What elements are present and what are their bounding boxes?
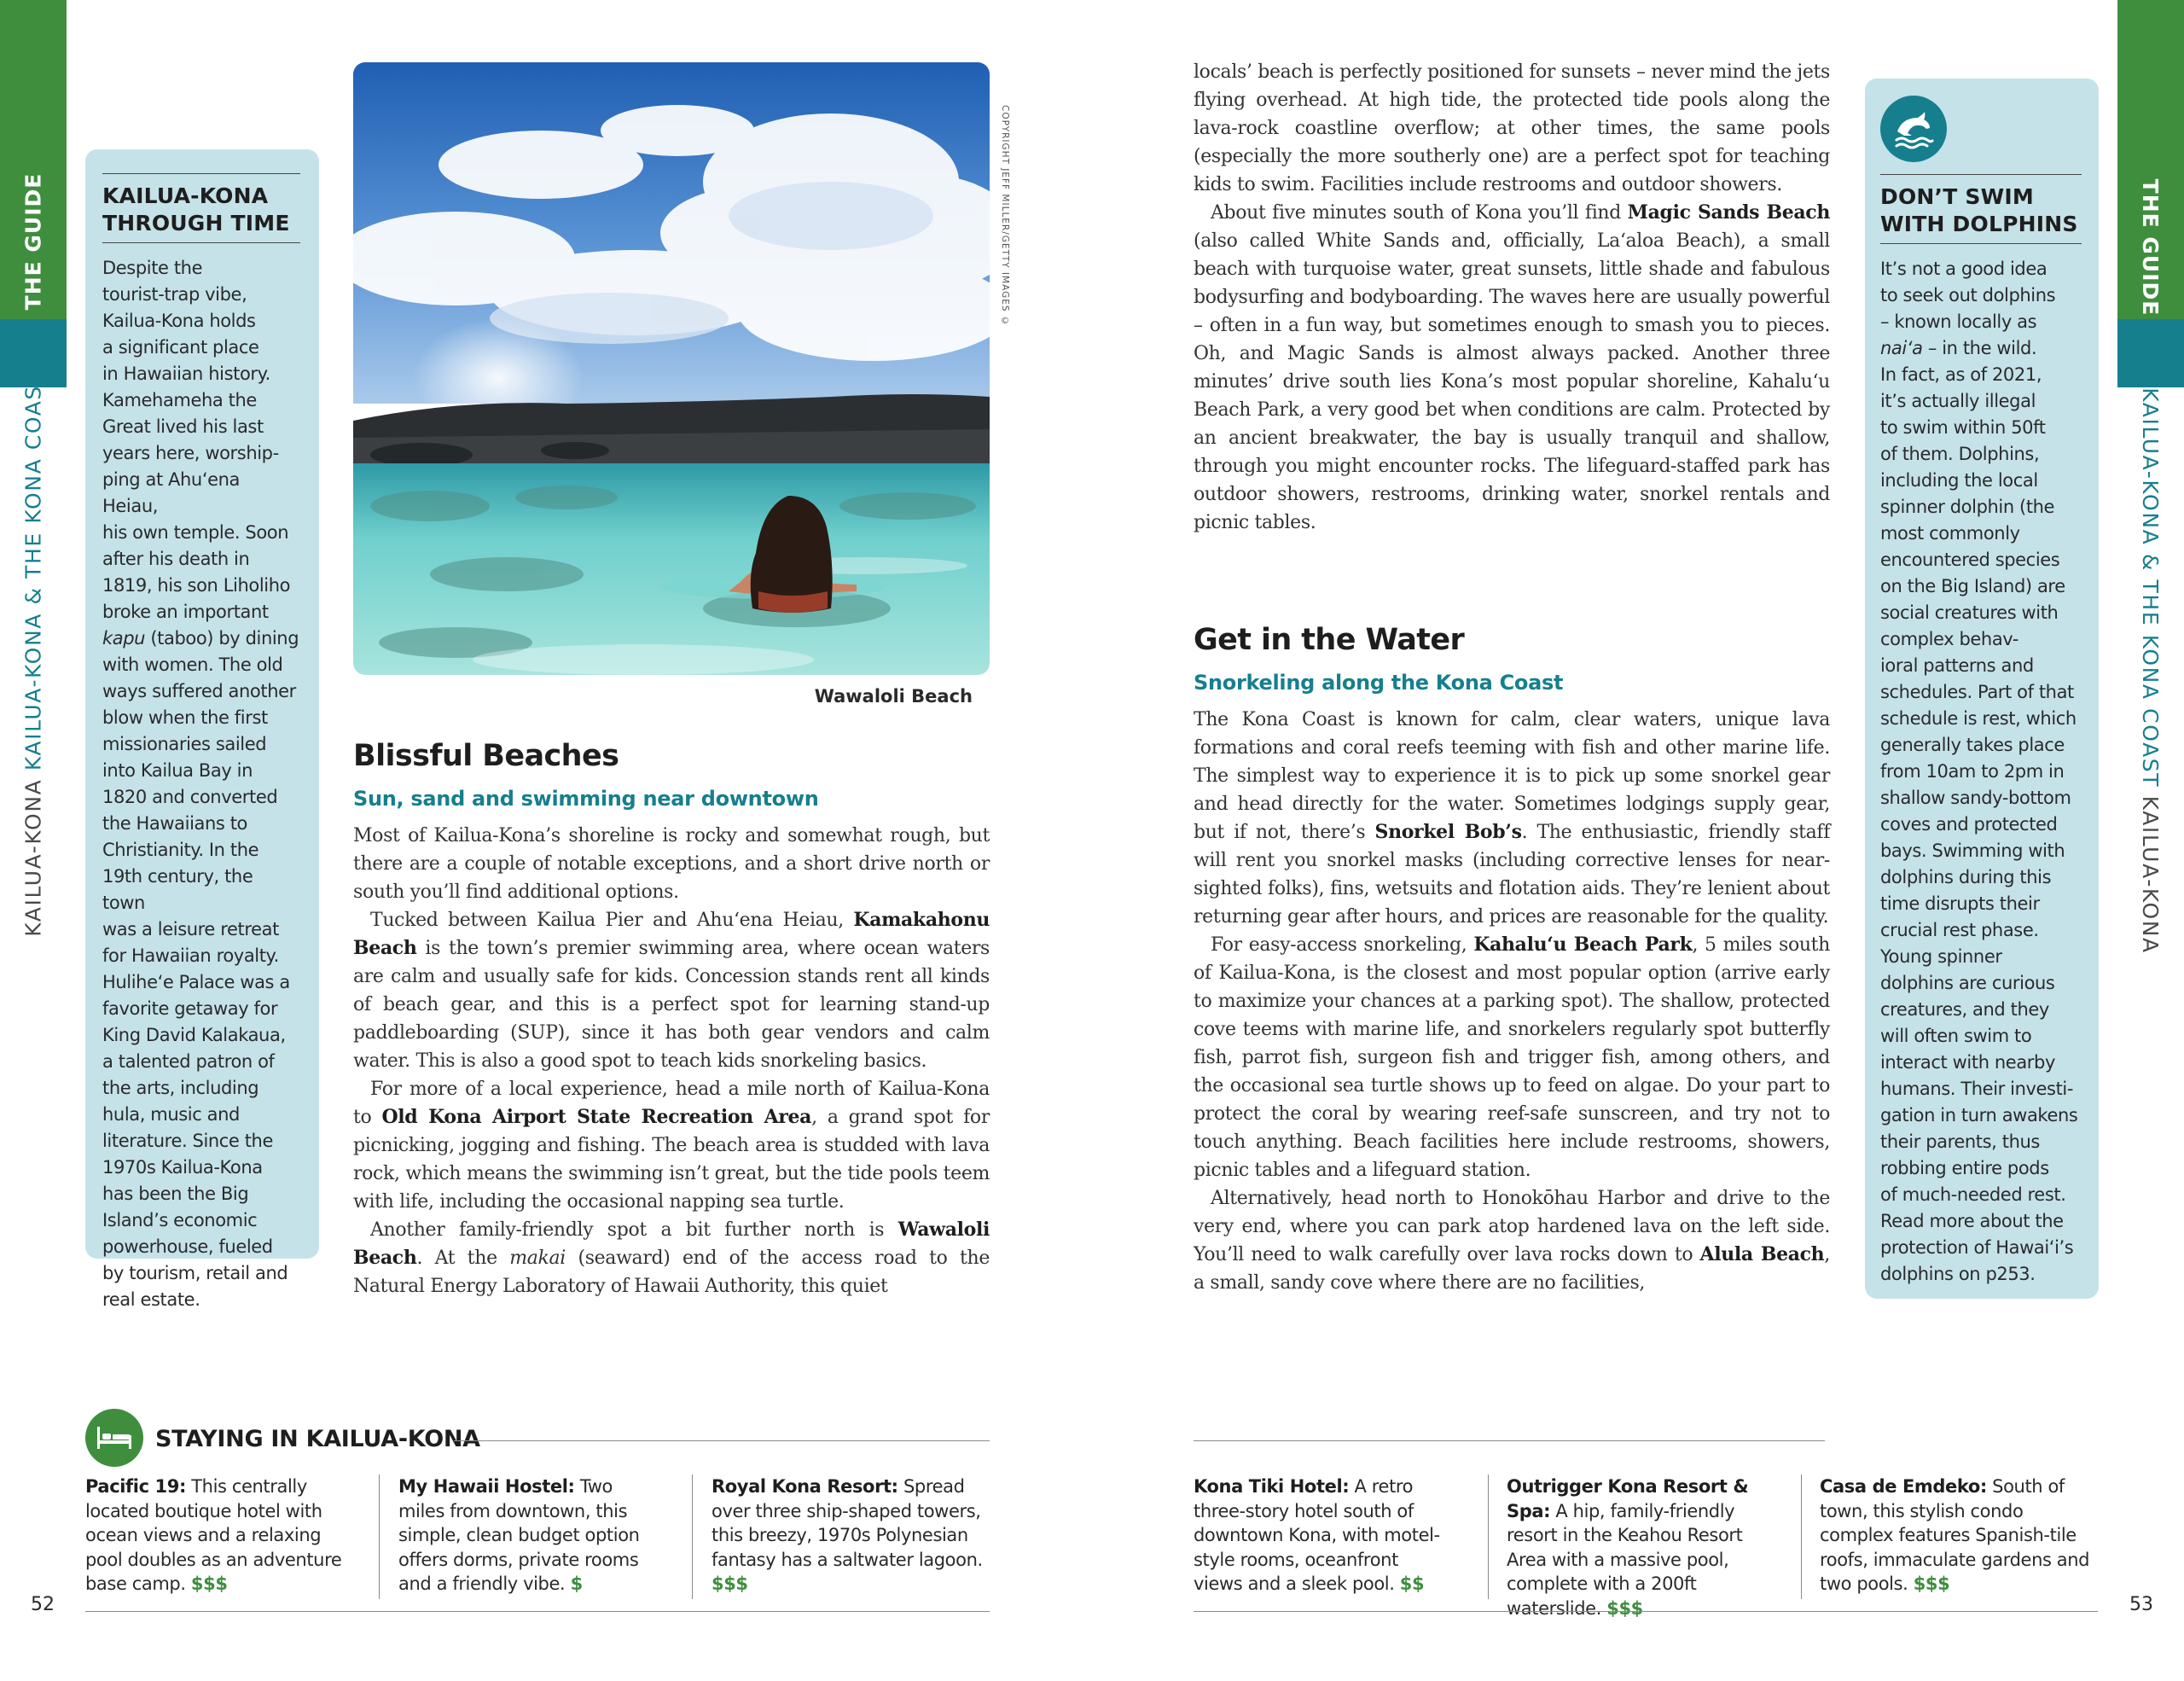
paragraph: For more of a local experience, head a mile north of Kailua-Kona to Old Kona Airport State Recreation Area, a grand spot for picnicking, jogging and fishing. The beach area is studded with lava rock, which means the swimming isn’t great, but the tide pools teem with life, including the occasional napping sea turtle. — [353, 1079, 990, 1213]
divider — [379, 1475, 380, 1599]
guide-label-left: THE GUIDE — [20, 172, 46, 311]
dolphins-sidebar — [1865, 79, 2099, 1299]
footer-rule — [85, 1611, 990, 1612]
paragraph: Most of Kailua-Kona’s shoreline is rocky and somewhat rough, but there are a couple of notable exceptions, and a short drive north or south you’ll find additional options. — [353, 825, 990, 903]
divider — [1488, 1475, 1489, 1599]
hotel-listing: Kona Tiki Hotel: A retro three-story hotel south of downtown Kona, with motel-style rooms, oceanfront views and a sleek pool. $$ — [1194, 1476, 1440, 1594]
beach-photo — [353, 62, 990, 675]
beaches-text — [353, 822, 990, 1300]
heading-get-in-the-water: Get in the Water — [1194, 623, 1465, 657]
divider — [1801, 1475, 1802, 1599]
hotel-listing: Outrigger Kona Resort & Spa: A hip, family-friendly resort in the Keahou Resort Area with a massive pool, complete with a 200ft waterslide. $$$ — [1507, 1476, 1749, 1619]
paragraph: Tucked between Kailua Pier and Ahu‘ena Heiau, Kamakahonu Beach is the town’s premier swimming area, where ocean waters are calm and usually safe for kids. Concession stands rent all kinds of beach gear, and this is a perfect spot for learning stand-up paddleboarding (SUP), since it has both gear vendors and calm water. This is also a good spot to teach kids snorkeling basics. — [353, 909, 990, 1072]
subheading-blissful-beaches: Sun, sand and swimming near downtown — [353, 787, 819, 811]
hotel-listing: My Hawaii Hostel: Two miles from downtown, this simple, clean budget option offers dorms, private rooms and a friendly vibe. $ — [398, 1476, 640, 1594]
divider — [692, 1475, 693, 1599]
right-column-top-text — [1194, 58, 1830, 537]
sidebar-title: DON’T SWIM WITH DOLPHINS — [1880, 175, 2082, 244]
photo-caption: Wawaloli Beach — [814, 686, 973, 707]
subheading-snorkeling: Snorkeling along the Kona Coast — [1194, 671, 1564, 695]
staying-rule — [454, 1440, 990, 1441]
bed-icon — [85, 1409, 143, 1467]
page-number-right: 53 — [2129, 1594, 2153, 1615]
paragraph: Alternatively, head north to Honokōhau Harbor and drive to the very end, where you can park atop hardened lava on the left side. You’ll need to walk carefully over lava rocks down to Alula Beach, a small, sandy cove where there are no facilities, — [1194, 1188, 1830, 1294]
paragraph: About five minutes south of Kona you’ll find Magic Sands Beach (also called White Sands and, officially, La‘aloa Beach), a small beach with turquoise water, great sunsets, little shade and fabulous bodysurfing and bodyboarding. The waves here are usually powerful – often in a fun way, but sometimes enough to smash you to pieces. Oh, and Magic Sands is almost always packed. Another three minutes’ drive south lies Kona’s most popular shoreline, Kahalu‘u Beach Park, a very good bet when conditions are calm. Protected by an ancient breakwater, the bay is usually tranquil and shallow, through you might encounter rocks. The lifeguard-staffed park has outdoor showers, restrooms, drinking water, snorkel rentals and picnic tables. — [1194, 201, 1830, 533]
hotel-listing: Royal Kona Resort: Spread over three ship-shaped towers, this breezy, 1970s Polynesian fantasy has a saltwater lagoon. $$$ — [712, 1476, 983, 1594]
history-sidebar — [85, 149, 319, 1310]
sidebar-title: KAILUA-KONA THROUGH TIME — [102, 174, 300, 243]
page-number-left: 52 — [31, 1594, 55, 1615]
footer-rule — [1194, 1611, 2098, 1612]
dolphin-icon — [1880, 96, 1947, 162]
paragraph: The Kona Coast is known for calm, clear waters, unique lava formations and coral reefs teeming with fish and other marine life. The simplest way to experience it is to pick up some snorkel gear and head directly for the water. Sometimes lodgings supply gear, but if not, there’s Snorkel Bob’s. The enthusiastic, friendly staff will rent you snorkel masks (including corrective lenses for near-sighted folks), fins, wetsuits and flotation aids. They’re lenient about returning gear after hours, and prices are reasonable for the quality. — [1194, 709, 1831, 928]
hotel-listing: Pacific 19: This centrally located boutique hotel with ocean views and a relaxing pool doubles as an adventure base camp. $$$ — [85, 1476, 342, 1594]
sidebar-body: Despite the tourist-trap vibe, Kailua-Kona holds a significant place in Hawaiian history. Kamehameha the Great lived his last years here, worship- ping at Ahu‘ena Heiau, his own temple. Soon after his death in 1819, his son Liholiho broke an important kapu (taboo) by dining with women. The old ways suffered another blow when the first missionaries sailed into Kailua Bay in 1820 and converted the Hawaiians to Christianity. In the 19th century, the town was a leisure retreat for Hawaiian royalty. Hulihe‘e Palace was a favorite getaway for King David Kalakaua, a talented patron of the arts, including hula, music and literature. Since the 1970s Kailua-Kona has been the Big Island’s economic powerhouse, fueled by tourism, retail and real estate. — [102, 258, 299, 1310]
section-tab-right — [2117, 319, 2184, 387]
snorkeling-text — [1194, 706, 1830, 1297]
hotel-listing: Casa de Emdeko: South of town, this stylish condo complex features Spanish-tile roofs, immaculate gardens and two pools. $$$ — [1820, 1476, 2090, 1594]
heading-blissful-beaches: Blissful Beaches — [353, 739, 619, 773]
paragraph: locals’ beach is perfectly positioned for sunsets – never mind the jets flying overhead. At high tide, the protected tide pools along the lava-rock coastline overflow; at other times, the same pools (especially the more southerly one) are a perfect spot for teaching kids to swim. Facilities include restrooms and outdoor showers. — [1194, 61, 1830, 195]
paragraph: Another family-friendly spot a bit further north is Wawaloli Beach. At the makai (seaward) end of the access road to the Natural Energy Laboratory of Hawaii Authority, this quiet — [353, 1219, 990, 1297]
photo-credit: COPYRIGHT JEFF MILLER/GETTY IMAGES © — [1000, 105, 1010, 327]
sidebar-body: It’s not a good idea to seek out dolphins – known locally as nai‘a – in the wild. In fact, as of 2021, it’s actually illegal to swim within 50ft of them. Dolphins, including the local spinner dolphin (the most commonly encountered species on the Big Island) are social creatures with complex behav- ioral patterns and schedules. Part of that schedule is rest, which generally takes place from 10am to 2pm in shallow sandy-bottom coves and protected bays. Swimming with dolphins during this time disrupts their crucial rest phase. Young spinner dolphins are curious creatures, and they will often swim to interact with nearby humans. Their investi- gation in turn awakens their parents, thus robbing entire pods of much-needed rest. Read more about the protection of Hawai‘i’s dolphins on p253. — [1880, 259, 2078, 1284]
running-head-left: KAILUA-KONA KAILUA-KONA & THE KONA COAST — [20, 370, 46, 937]
running-head-right: KAILUA-KONA & THE KONA COAST KAILUA-KONA — [2138, 387, 2164, 954]
paragraph: For easy-access snorkeling, Kahalu‘u Beach Park, 5 miles south of Kailua-Kona, is the closest and most popular option (arrive early to maximize your chances at a parking spot). The shallow, protected cove teems with marine life, and snorkelers regularly spot butterfly fish, parrot fish, surgeon fish and trigger fish, among others, and the occasional sea turtle shows up to feed on algae. Do your part to protect the coral by wearing reef-safe sunscreen, and try not to touch anything. Beach facilities here include restrooms, showers, picnic tables and a lifeguard station. — [1194, 934, 1830, 1181]
guide-label-right: THE GUIDE — [2138, 178, 2164, 317]
staying-rule — [1194, 1440, 1825, 1441]
staying-title: STAYING IN KAILUA-KONA — [155, 1426, 480, 1452]
